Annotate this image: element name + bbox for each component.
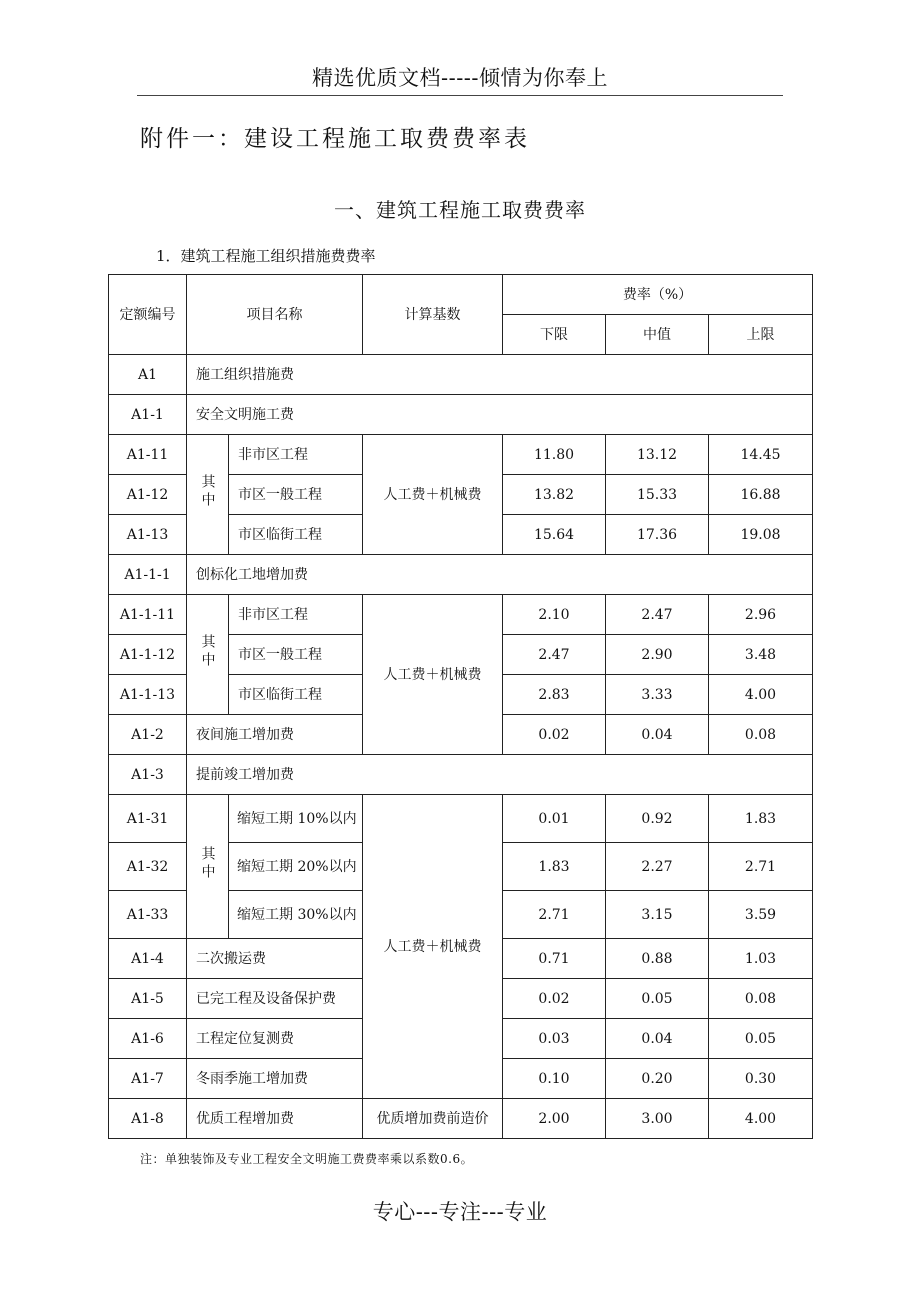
- row-low: 2.71: [503, 891, 606, 939]
- row-mid: 3.00: [606, 1099, 709, 1139]
- table-header-row: [109, 275, 813, 315]
- row-name: 缩短工期 20%以内: [229, 843, 363, 891]
- row-mid: 17.36: [606, 515, 709, 555]
- header-rate: 费率（%）: [503, 275, 813, 315]
- row-high: 4.00: [709, 675, 813, 715]
- qizhong-label: 其中: [199, 633, 216, 670]
- row-high: 0.08: [709, 715, 813, 755]
- row-name: 非市区工程: [229, 595, 363, 635]
- table-row: [109, 595, 813, 635]
- row-high: 2.71: [709, 843, 813, 891]
- row-high: 14.45: [709, 435, 813, 475]
- row-high: 0.30: [709, 1059, 813, 1099]
- qizhong-label: 其中: [199, 845, 216, 882]
- row-high: 2.96: [709, 595, 813, 635]
- row-mid: 15.33: [606, 475, 709, 515]
- header-basis: 计算基数: [363, 275, 503, 355]
- row-mid: 3.33: [606, 675, 709, 715]
- row-mid: 0.88: [606, 939, 709, 979]
- row-mid: 0.92: [606, 795, 709, 843]
- row-basis: 人工费＋机械费: [363, 795, 503, 1099]
- header-divider: [137, 95, 783, 96]
- row-code: A1: [109, 355, 187, 395]
- qizhong-cell: [187, 595, 229, 715]
- row-low: 2.83: [503, 675, 606, 715]
- table-row: [109, 795, 813, 843]
- row-low: 15.64: [503, 515, 606, 555]
- row-high: 1.83: [709, 795, 813, 843]
- row-name: 施工组织措施费: [187, 355, 813, 395]
- row-high: 0.08: [709, 979, 813, 1019]
- row-code: A1-6: [109, 1019, 187, 1059]
- row-low: 0.01: [503, 795, 606, 843]
- row-low: 0.03: [503, 1019, 606, 1059]
- row-name: 夜间施工增加费: [187, 715, 363, 755]
- row-name: 优质工程增加费: [187, 1099, 363, 1139]
- row-high: 3.48: [709, 635, 813, 675]
- row-code: A1-31: [109, 795, 187, 843]
- row-high: 0.05: [709, 1019, 813, 1059]
- row-name: 缩短工期 30%以内: [229, 891, 363, 939]
- row-name: 创标化工地增加费: [187, 555, 813, 595]
- page-header: 精选优质文档-----倾情为你奉上: [312, 66, 608, 90]
- row-basis: 优质增加费前造价: [363, 1099, 503, 1139]
- row-mid: 2.27: [606, 843, 709, 891]
- row-name: 工程定位复测费: [187, 1019, 363, 1059]
- row-code: A1-1-11: [109, 595, 187, 635]
- row-code: A1-33: [109, 891, 187, 939]
- row-name: 市区一般工程: [229, 475, 363, 515]
- row-code: A1-7: [109, 1059, 187, 1099]
- row-code: A1-32: [109, 843, 187, 891]
- row-low: 1.83: [503, 843, 606, 891]
- row-code: A1-13: [109, 515, 187, 555]
- row-high: 19.08: [709, 515, 813, 555]
- row-low: 2.10: [503, 595, 606, 635]
- row-low: 0.02: [503, 715, 606, 755]
- row-high: 3.59: [709, 891, 813, 939]
- row-code: A1-1-1: [109, 555, 187, 595]
- row-low: 2.00: [503, 1099, 606, 1139]
- table-row: [109, 1099, 813, 1139]
- row-code: A1-1-13: [109, 675, 187, 715]
- row-mid: 0.05: [606, 979, 709, 1019]
- header-low: 下限: [503, 315, 606, 355]
- row-low: 13.82: [503, 475, 606, 515]
- row-basis: 人工费＋机械费: [363, 595, 503, 755]
- table-row: [109, 755, 813, 795]
- row-code: A1-3: [109, 755, 187, 795]
- row-code: A1-4: [109, 939, 187, 979]
- row-name: 市区临街工程: [229, 515, 363, 555]
- row-basis: 人工费＋机械费: [363, 435, 503, 555]
- row-name: 已完工程及设备保护费: [187, 979, 363, 1019]
- row-name: 提前竣工增加费: [187, 755, 813, 795]
- row-code: A1-12: [109, 475, 187, 515]
- row-code: A1-8: [109, 1099, 187, 1139]
- qizhong-cell: [187, 795, 229, 939]
- row-high: 1.03: [709, 939, 813, 979]
- table-row: [109, 395, 813, 435]
- row-code: A1-1-12: [109, 635, 187, 675]
- table-row: [109, 355, 813, 395]
- row-code: A1-1: [109, 395, 187, 435]
- row-mid: 2.47: [606, 595, 709, 635]
- qizhong-label: 其中: [199, 473, 216, 510]
- table-row: [109, 555, 813, 595]
- page-footer: 专心---专注---专业: [372, 1200, 548, 1224]
- row-name: 冬雨季施工增加费: [187, 1059, 363, 1099]
- row-name: 非市区工程: [229, 435, 363, 475]
- attachment-title: 附件一：建设工程施工取费费率表: [140, 126, 530, 152]
- row-low: 0.10: [503, 1059, 606, 1099]
- qizhong-cell: [187, 435, 229, 555]
- row-mid: 13.12: [606, 435, 709, 475]
- subsection-title: 1．建筑工程施工组织措施费费率: [156, 247, 376, 265]
- row-low: 11.80: [503, 435, 606, 475]
- section-title: 一、建筑工程施工取费费率: [334, 198, 586, 222]
- fee-rate-table: [108, 274, 813, 1139]
- row-high: 4.00: [709, 1099, 813, 1139]
- row-name: 安全文明施工费: [187, 395, 813, 435]
- table-row: [109, 435, 813, 475]
- row-low: 0.71: [503, 939, 606, 979]
- row-code: A1-11: [109, 435, 187, 475]
- row-high: 16.88: [709, 475, 813, 515]
- row-name: 缩短工期 10%以内: [229, 795, 363, 843]
- row-low: 2.47: [503, 635, 606, 675]
- row-mid: 2.90: [606, 635, 709, 675]
- row-code: A1-5: [109, 979, 187, 1019]
- row-mid: 0.04: [606, 715, 709, 755]
- row-name: 市区一般工程: [229, 635, 363, 675]
- row-name: 二次搬运费: [187, 939, 363, 979]
- header-name: 项目名称: [187, 275, 363, 355]
- header-code: 定额编号: [109, 275, 187, 355]
- header-high: 上限: [709, 315, 813, 355]
- row-name: 市区临街工程: [229, 675, 363, 715]
- row-mid: 0.04: [606, 1019, 709, 1059]
- row-low: 0.02: [503, 979, 606, 1019]
- table-note: 注：单独装饰及专业工程安全文明施工费费率乘以系数0.6。: [140, 1152, 474, 1166]
- row-code: A1-2: [109, 715, 187, 755]
- row-mid: 0.20: [606, 1059, 709, 1099]
- row-mid: 3.15: [606, 891, 709, 939]
- header-mid: 中值: [606, 315, 709, 355]
